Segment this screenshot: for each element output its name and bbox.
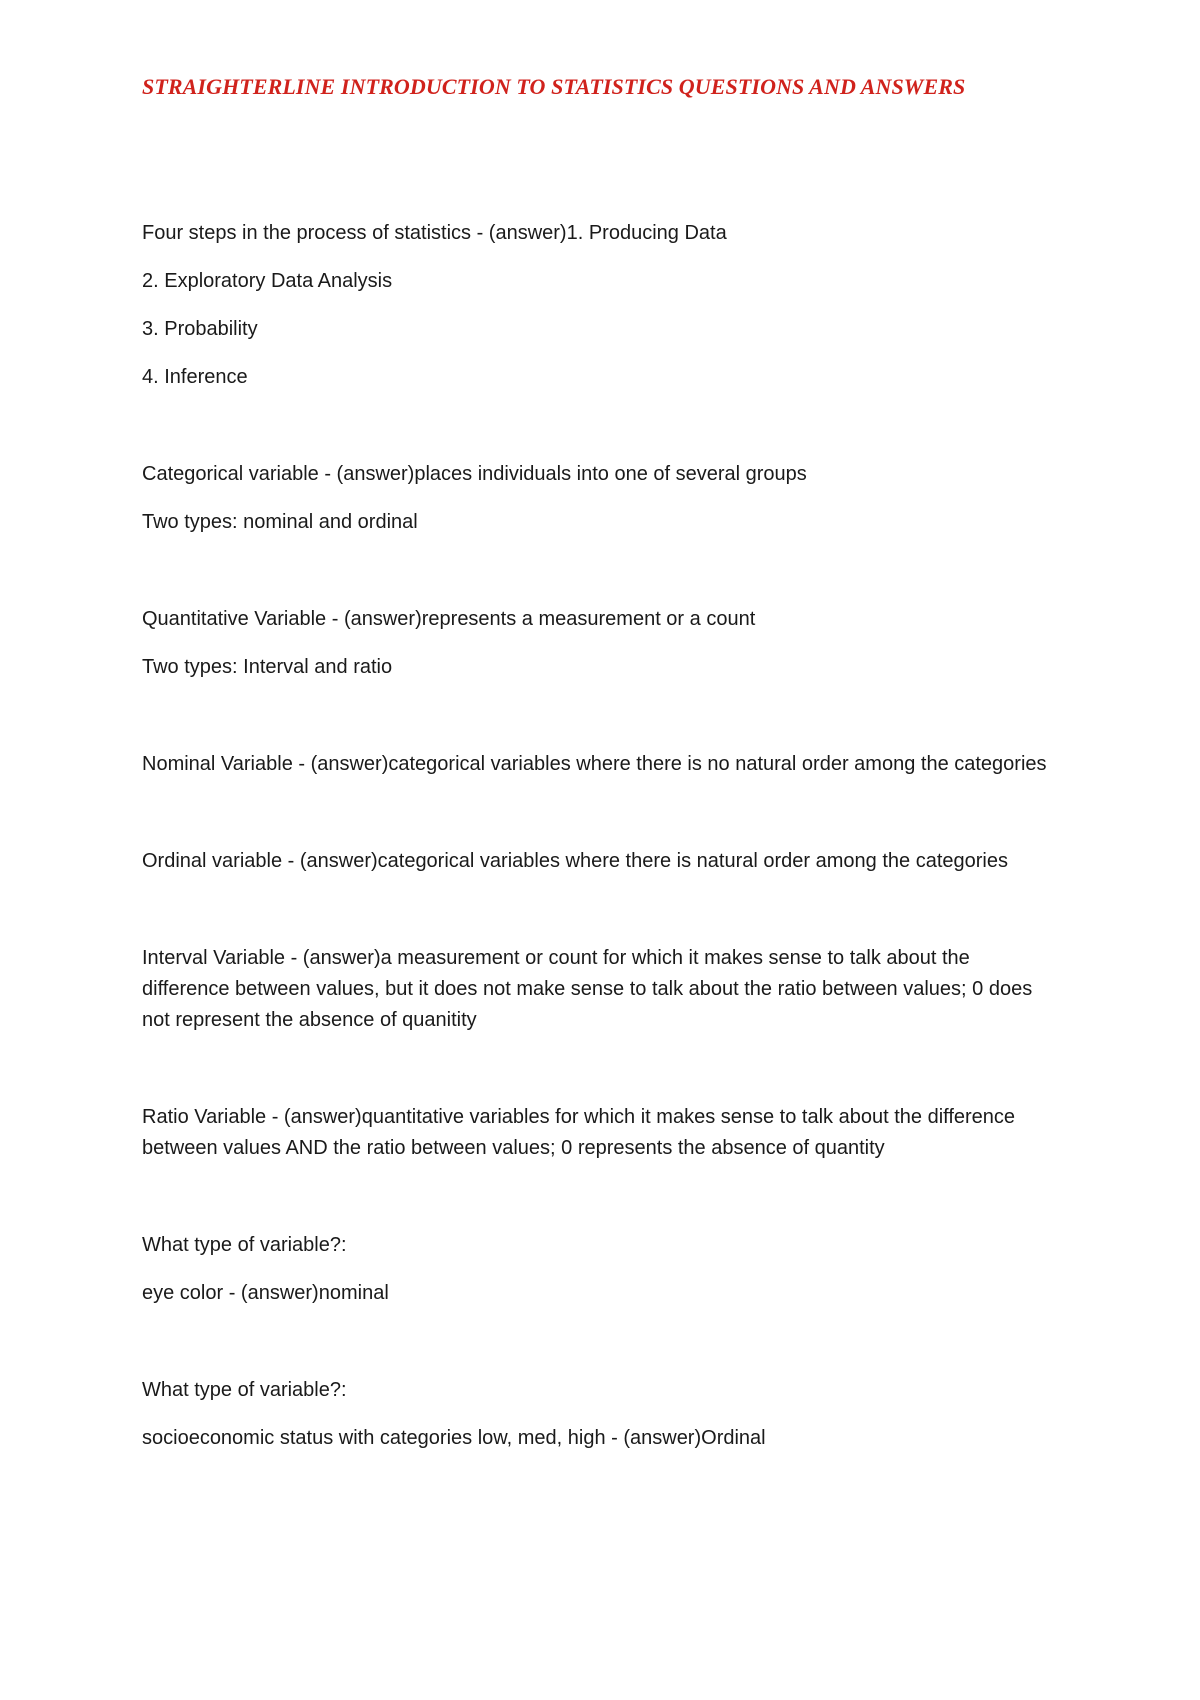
text-line: Two types: nominal and ordinal [142,511,418,533]
text-line: eye color - (answer)nominal [142,1282,389,1304]
qa-block-quantitative-variable [142,604,1062,683]
qa-block-eye-color [142,1230,1062,1309]
text-line: Ordinal variable - (answer)categorical variables where there is natural order among the categories [142,850,1008,872]
text-paragraph: Ratio Variable - (answer)quantitative variables for which it makes sense to talk about the difference between values AND the ratio between values; 0 represents the absence of quantity [142,1106,1016,1159]
text-line: 2. Exploratory Data Analysis [142,270,393,292]
text-line: Categorical variable - (answer)places individuals into one of several groups [142,463,807,485]
qa-block-categorical-variable [142,459,1062,538]
text-line: What type of variable?: [142,1234,347,1256]
qa-block-four-steps [142,218,1062,393]
document-title: STRAIGHTERLINE INTRODUCTION TO STATISTICS QUESTIONS AND ANSWERS [142,74,966,99]
text-line: 4. Inference [142,366,248,388]
text-paragraph: Interval Variable - (answer)a measurement or count for which it makes sense to talk about the difference between values, but it does not make sense to talk about the ratio between values; 0 does not represent the absence of quanitity [142,947,1033,1031]
qa-block-ratio-variable [142,1102,1062,1164]
text-line: socioeconomic status with categories low, med, high - (answer)Ordinal [142,1427,766,1449]
text-line: Quantitative Variable - (answer)represents a measurement or a count [142,608,756,630]
text-line: 3. Probability [142,318,258,340]
document-body [142,218,1062,1454]
qa-block-nominal-variable [142,749,1062,780]
qa-block-socioeconomic-status [142,1375,1062,1454]
qa-block-interval-variable [142,943,1062,1036]
text-line: Two types: Interval and ratio [142,656,393,678]
text-line: Nominal Variable - (answer)categorical variables where there is no natural order among the categories [142,753,1047,775]
text-line: What type of variable?: [142,1379,347,1401]
qa-block-ordinal-variable [142,846,1062,877]
text-line: Four steps in the process of statistics - (answer)1. Producing Data [142,222,727,244]
